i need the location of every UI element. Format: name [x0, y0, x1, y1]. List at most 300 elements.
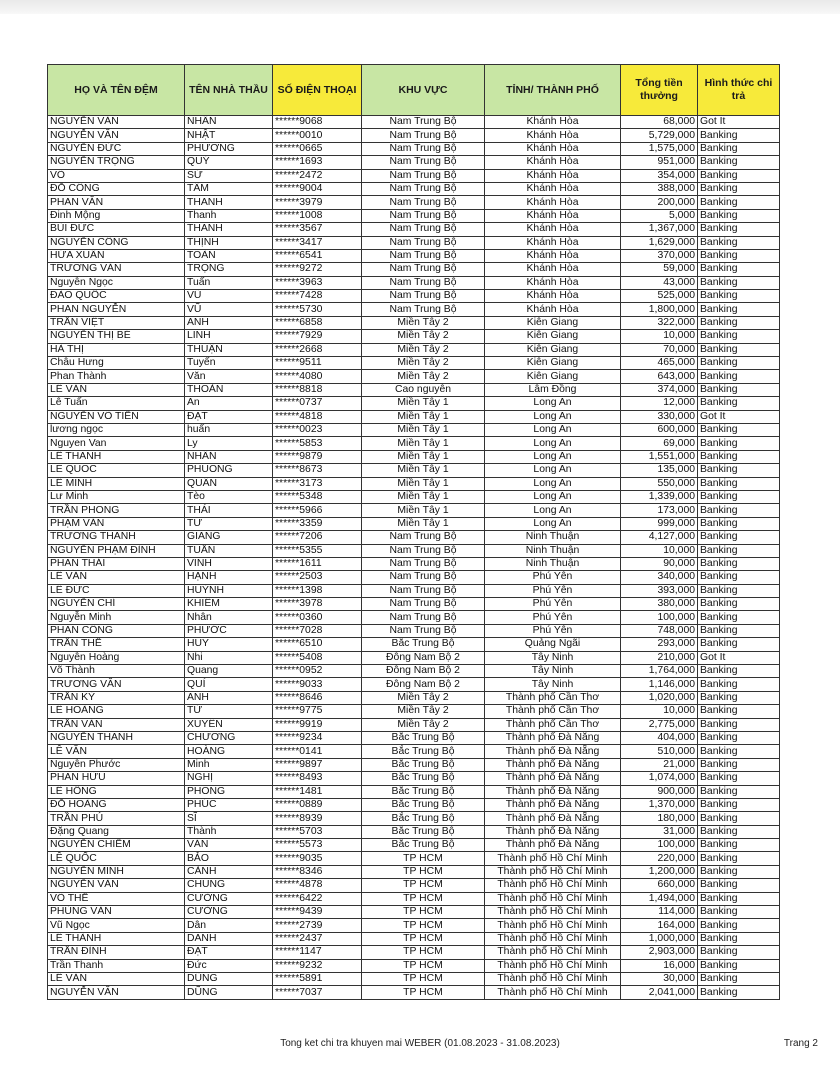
cell-region: TP HCM	[362, 892, 485, 905]
cell-payment-method: Banking	[698, 557, 780, 570]
cell-phone: ******5355	[273, 544, 362, 557]
cell-reward: 220,000	[621, 852, 698, 865]
cell-reward: 404,000	[621, 731, 698, 744]
table-row	[48, 236, 780, 249]
cell-contractor-name: DŨNG	[185, 973, 273, 986]
cell-phone: ******9439	[273, 906, 362, 919]
cell-phone: ******7028	[273, 624, 362, 637]
cell-phone: ******3979	[273, 196, 362, 209]
cell-contractor-name: TƯ	[185, 517, 273, 530]
cell-last-middle-name: TRẦN PHONG	[48, 504, 185, 517]
cell-region: Miền Tây 1	[362, 504, 485, 517]
cell-province: Thành phố Hồ Chí Minh	[485, 986, 621, 999]
cell-contractor-name: CƯỜNG	[185, 892, 273, 905]
cell-province: Phú Yên	[485, 571, 621, 584]
cell-last-middle-name: lương ngọc	[48, 423, 185, 436]
cell-payment-method: Banking	[698, 249, 780, 262]
cell-contractor-name: PHƯỚC	[185, 624, 273, 637]
cell-province: Kiên Giang	[485, 330, 621, 343]
cell-reward: 1,000,000	[621, 932, 698, 945]
cell-contractor-name: ANH	[185, 691, 273, 704]
cell-reward: 380,000	[621, 598, 698, 611]
cell-payment-method: Banking	[698, 691, 780, 704]
table-row	[48, 169, 780, 182]
cell-contractor-name: HUY	[185, 638, 273, 651]
cell-province: Long An	[485, 397, 621, 410]
cell-last-middle-name: NGUYỄN ĐỨC	[48, 142, 185, 155]
cell-contractor-name: TRỌNG	[185, 263, 273, 276]
table-row	[48, 731, 780, 744]
cell-last-middle-name: Nguyễn Hoàng	[48, 651, 185, 664]
cell-reward: 200,000	[621, 196, 698, 209]
cell-reward: 100,000	[621, 611, 698, 624]
cell-region: Nam Trung Bộ	[362, 156, 485, 169]
cell-phone: ******0023	[273, 423, 362, 436]
cell-province: Long An	[485, 464, 621, 477]
cell-region: TP HCM	[362, 959, 485, 972]
table-row	[48, 638, 780, 651]
cell-reward: 1,575,000	[621, 142, 698, 155]
cell-region: Bắc Trung Bộ	[362, 812, 485, 825]
cell-payment-method: Banking	[698, 892, 780, 905]
cell-region: Nam Trung Bộ	[362, 611, 485, 624]
table-row	[48, 718, 780, 731]
cell-province: Thành phố Đà Nẵng	[485, 731, 621, 744]
cell-reward: 12,000	[621, 397, 698, 410]
cell-phone: ******8818	[273, 383, 362, 396]
cell-payment-method: Banking	[698, 490, 780, 503]
cell-last-middle-name: NGUYỄN VĂN	[48, 116, 185, 129]
cell-payment-method: Banking	[698, 276, 780, 289]
cell-reward: 510,000	[621, 745, 698, 758]
cell-payment-method: Banking	[698, 437, 780, 450]
cell-reward: 1,200,000	[621, 865, 698, 878]
table-row	[48, 946, 780, 959]
table-row	[48, 959, 780, 972]
table-row	[48, 571, 780, 584]
cell-last-middle-name: Đinh Mộng	[48, 209, 185, 222]
cell-phone: ******7929	[273, 330, 362, 343]
cell-reward: 1,629,000	[621, 236, 698, 249]
cell-phone: ******8646	[273, 691, 362, 704]
header-province-city: TỈNH/ THÀNH PHỐ	[485, 65, 621, 116]
cell-payment-method: Banking	[698, 397, 780, 410]
table-row	[48, 249, 780, 262]
cell-last-middle-name: VÕ	[48, 169, 185, 182]
cell-payment-method: Banking	[698, 263, 780, 276]
cell-last-middle-name: NGUYỄN VĂN	[48, 879, 185, 892]
cell-contractor-name: THỊNH	[185, 236, 273, 249]
cell-last-middle-name: TRẦN PHÚ	[48, 812, 185, 825]
cell-region: Nam Trung Bộ	[362, 209, 485, 222]
cell-reward: 1,494,000	[621, 892, 698, 905]
cell-phone: ******1693	[273, 156, 362, 169]
cell-phone: ******9897	[273, 758, 362, 771]
cell-region: Đông Nam Bộ 2	[362, 665, 485, 678]
cell-province: Thành phố Hồ Chí Minh	[485, 973, 621, 986]
cell-region: Miền Tây 1	[362, 437, 485, 450]
cell-contractor-name: QUÂN	[185, 477, 273, 490]
cell-province: Thành phố Hồ Chí Minh	[485, 865, 621, 878]
cell-province: Thành phố Hồ Chí Minh	[485, 879, 621, 892]
cell-phone: ******7206	[273, 531, 362, 544]
cell-reward: 330,000	[621, 410, 698, 423]
cell-reward: 59,000	[621, 263, 698, 276]
document-page	[0, 14, 840, 1080]
cell-province: Thành phố Đà Nẵng	[485, 812, 621, 825]
cell-payment-method: Banking	[698, 477, 780, 490]
cell-contractor-name: CƯỜNG	[185, 906, 273, 919]
cell-phone: ******7428	[273, 290, 362, 303]
cell-phone: ******9919	[273, 718, 362, 731]
table-body	[48, 116, 780, 1000]
cell-reward: 4,127,000	[621, 531, 698, 544]
table-row	[48, 517, 780, 530]
cell-province: Thành phố Cần Thơ	[485, 691, 621, 704]
cell-last-middle-name: LÊ MINH	[48, 477, 185, 490]
cell-payment-method: Banking	[698, 517, 780, 530]
table-row	[48, 879, 780, 892]
cell-province: Long An	[485, 517, 621, 530]
table-row	[48, 678, 780, 691]
cell-province: Phú Yên	[485, 598, 621, 611]
cell-reward: 322,000	[621, 316, 698, 329]
cell-reward: 70,000	[621, 343, 698, 356]
cell-last-middle-name: NGUYỄN PHẠM ĐÌNH	[48, 544, 185, 557]
table-row	[48, 343, 780, 356]
cell-contractor-name: HUỲNH	[185, 584, 273, 597]
cell-last-middle-name: ĐÀO QUỐC	[48, 290, 185, 303]
viewer-top-bar	[0, 0, 840, 14]
cell-region: Miền Tây 1	[362, 450, 485, 463]
table-row	[48, 798, 780, 811]
cell-phone: ******9033	[273, 678, 362, 691]
cell-phone: ******4818	[273, 410, 362, 423]
cell-province: Khánh Hòa	[485, 209, 621, 222]
cell-phone: ******3417	[273, 236, 362, 249]
cell-region: Nam Trung Bộ	[362, 290, 485, 303]
cell-contractor-name: THOẢN	[185, 383, 273, 396]
cell-region: Đông Nam Bộ 2	[362, 678, 485, 691]
cell-region: TP HCM	[362, 932, 485, 945]
table-row	[48, 410, 780, 423]
cell-reward: 600,000	[621, 423, 698, 436]
cell-reward: 393,000	[621, 584, 698, 597]
cell-province: Khánh Hòa	[485, 182, 621, 195]
cell-reward: 16,000	[621, 959, 698, 972]
cell-payment-method: Banking	[698, 343, 780, 356]
table-row	[48, 316, 780, 329]
cell-payment-method: Banking	[698, 383, 780, 396]
cell-contractor-name: XUYÊN	[185, 718, 273, 731]
cell-province: Khánh Hòa	[485, 249, 621, 262]
cell-last-middle-name: LÊ QUỐC	[48, 852, 185, 865]
cell-last-middle-name: Trần Thanh	[48, 959, 185, 972]
table-row	[48, 852, 780, 865]
cell-payment-method: Banking	[698, 624, 780, 637]
cell-phone: ******9879	[273, 450, 362, 463]
cell-contractor-name: THANH	[185, 196, 273, 209]
table-row	[48, 919, 780, 932]
table-row	[48, 196, 780, 209]
cell-last-middle-name: NGUYỄN TRỌNG	[48, 156, 185, 169]
cell-contractor-name: THUẬN	[185, 343, 273, 356]
cell-province: Kiên Giang	[485, 370, 621, 383]
cell-region: Bắc Trung Bộ	[362, 758, 485, 771]
header-region: KHU VỰC	[362, 65, 485, 116]
cell-last-middle-name: TRẦN ĐÌNH	[48, 946, 185, 959]
cell-last-middle-name: ĐỖ HOÀNG	[48, 798, 185, 811]
cell-province: Khánh Hòa	[485, 156, 621, 169]
cell-contractor-name: BẢO	[185, 852, 273, 865]
cell-contractor-name: CHUNG	[185, 879, 273, 892]
cell-phone: ******8346	[273, 865, 362, 878]
cell-phone: ******0665	[273, 142, 362, 155]
cell-last-middle-name: Võ Thành	[48, 665, 185, 678]
cell-payment-method: Banking	[698, 731, 780, 744]
cell-region: Bắc Trung Bộ	[362, 839, 485, 852]
cell-reward: 1,146,000	[621, 678, 698, 691]
table-row	[48, 276, 780, 289]
cell-province: Long An	[485, 410, 621, 423]
cell-region: Nam Trung Bộ	[362, 557, 485, 570]
cell-contractor-name: Thành	[185, 825, 273, 838]
table-row	[48, 705, 780, 718]
cell-province: Ninh Thuận	[485, 531, 621, 544]
table-row	[48, 839, 780, 852]
cell-province: Khánh Hòa	[485, 196, 621, 209]
cell-province: Quảng Ngãi	[485, 638, 621, 651]
cell-payment-method: Banking	[698, 531, 780, 544]
cell-phone: ******8493	[273, 772, 362, 785]
cell-payment-method: Banking	[698, 932, 780, 945]
table-row	[48, 129, 780, 142]
cell-province: Ninh Thuận	[485, 544, 621, 557]
cell-region: TP HCM	[362, 879, 485, 892]
cell-payment-method: Banking	[698, 142, 780, 155]
cell-last-middle-name: PHAN VĂN	[48, 196, 185, 209]
cell-payment-method: Banking	[698, 129, 780, 142]
cell-contractor-name: CHƯƠNG	[185, 731, 273, 744]
cell-region: Miền Tây 2	[362, 691, 485, 704]
cell-reward: 1,800,000	[621, 303, 698, 316]
cell-region: Bắc Trung Bộ	[362, 798, 485, 811]
cell-payment-method: Banking	[698, 611, 780, 624]
cell-region: Nam Trung Bộ	[362, 223, 485, 236]
cell-region: Nam Trung Bộ	[362, 544, 485, 557]
cell-phone: ******5573	[273, 839, 362, 852]
cell-reward: 748,000	[621, 624, 698, 637]
cell-contractor-name: VŨ	[185, 303, 273, 316]
cell-reward: 31,000	[621, 825, 698, 838]
cell-phone: ******9232	[273, 959, 362, 972]
cell-province: Thành phố Hồ Chí Minh	[485, 906, 621, 919]
cell-payment-method: Banking	[698, 638, 780, 651]
cell-phone: ******7037	[273, 986, 362, 999]
cell-payment-method: Got It	[698, 410, 780, 423]
cell-region: Miền Tây 2	[362, 316, 485, 329]
cell-reward: 1,074,000	[621, 772, 698, 785]
cell-phone: ******0360	[273, 611, 362, 624]
cell-phone: ******3359	[273, 517, 362, 530]
table-row	[48, 383, 780, 396]
cell-reward: 660,000	[621, 879, 698, 892]
cell-region: Nam Trung Bộ	[362, 303, 485, 316]
cell-phone: ******1398	[273, 584, 362, 597]
cell-contractor-name: GIANG	[185, 531, 273, 544]
header-total-reward: Tổng tiền thưởng	[621, 65, 698, 116]
cell-reward: 2,041,000	[621, 986, 698, 999]
cell-region: Nam Trung Bộ	[362, 571, 485, 584]
cell-contractor-name: ĐẠT	[185, 946, 273, 959]
cell-last-middle-name: HÀ THỊ	[48, 343, 185, 356]
cell-region: Nam Trung Bộ	[362, 142, 485, 155]
cell-last-middle-name: TRƯƠNG VĂN	[48, 263, 185, 276]
cell-province: Khánh Hòa	[485, 303, 621, 316]
cell-reward: 1,764,000	[621, 665, 698, 678]
cell-region: Nam Trung Bộ	[362, 196, 485, 209]
cell-contractor-name: Văn	[185, 370, 273, 383]
cell-region: TP HCM	[362, 919, 485, 932]
cell-last-middle-name: LÊ HOÀNG	[48, 705, 185, 718]
cell-reward: 90,000	[621, 557, 698, 570]
cell-region: Nam Trung Bộ	[362, 531, 485, 544]
cell-contractor-name: Nhân	[185, 611, 273, 624]
cell-payment-method: Banking	[698, 745, 780, 758]
cell-province: Long An	[485, 477, 621, 490]
cell-contractor-name: ANH	[185, 316, 273, 329]
cell-reward: 114,000	[621, 906, 698, 919]
cell-contractor-name: Ly	[185, 437, 273, 450]
cell-reward: 5,000	[621, 209, 698, 222]
cell-region: TP HCM	[362, 973, 485, 986]
cell-contractor-name: Tuyến	[185, 357, 273, 370]
cell-contractor-name: NGHỊ	[185, 772, 273, 785]
cell-reward: 2,775,000	[621, 718, 698, 731]
cell-province: Thành phố Hồ Chí Minh	[485, 892, 621, 905]
footer-title: Tong ket chi tra khuyen mai WEBER (01.08.2023 - 31.08.2023)	[280, 1038, 560, 1049]
cell-reward: 340,000	[621, 571, 698, 584]
table-row	[48, 598, 780, 611]
cell-province: Khánh Hòa	[485, 276, 621, 289]
cell-last-middle-name: NGUYỄN VÕ TIẾN	[48, 410, 185, 423]
cell-payment-method: Banking	[698, 330, 780, 343]
cell-phone: ******1008	[273, 209, 362, 222]
cell-reward: 550,000	[621, 477, 698, 490]
cell-payment-method: Banking	[698, 959, 780, 972]
cell-last-middle-name: TRƯƠNG THANH	[48, 531, 185, 544]
cell-payment-method: Banking	[698, 772, 780, 785]
table-row	[48, 892, 780, 905]
header-payment-method: Hình thức chi trả	[698, 65, 780, 116]
cell-region: Miền Tây 2	[362, 343, 485, 356]
cell-last-middle-name: LÊ HỒNG	[48, 785, 185, 798]
cell-contractor-name: Đức	[185, 959, 273, 972]
cell-province: Thành phố Hồ Chí Minh	[485, 946, 621, 959]
cell-phone: ******5730	[273, 303, 362, 316]
cell-province: Khánh Hòa	[485, 142, 621, 155]
cell-region: Nam Trung Bộ	[362, 182, 485, 195]
cell-last-middle-name: NGUYỄN CÔNG	[48, 236, 185, 249]
cell-region: Miền Tây 1	[362, 517, 485, 530]
cell-contractor-name: TUẤN	[185, 544, 273, 557]
cell-payment-method: Banking	[698, 852, 780, 865]
cell-region: Bắc Trung Bộ	[362, 785, 485, 798]
table-row	[48, 825, 780, 838]
cell-payment-method: Banking	[698, 544, 780, 557]
cell-province: Thành phố Hồ Chí Minh	[485, 919, 621, 932]
cell-payment-method: Banking	[698, 758, 780, 771]
cell-province: Long An	[485, 423, 621, 436]
cell-contractor-name: Tèo	[185, 490, 273, 503]
cell-province: Long An	[485, 450, 621, 463]
cell-province: Thành phố Đà Nẵng	[485, 772, 621, 785]
cell-last-middle-name: LÊ VĂN	[48, 745, 185, 758]
cell-contractor-name: Minh	[185, 758, 273, 771]
cell-reward: 465,000	[621, 357, 698, 370]
cell-last-middle-name: NGUYỄN VĂN	[48, 986, 185, 999]
cell-region: Miền Tây 1	[362, 477, 485, 490]
table-row	[48, 263, 780, 276]
cell-province: Lâm Đồng	[485, 383, 621, 396]
cell-last-middle-name: PHAN CÔNG	[48, 624, 185, 637]
table-row	[48, 584, 780, 597]
cell-region: Cao nguyên	[362, 383, 485, 396]
cell-phone: ******6541	[273, 249, 362, 262]
table-row	[48, 357, 780, 370]
cell-phone: ******0010	[273, 129, 362, 142]
cell-region: Nam Trung Bộ	[362, 169, 485, 182]
cell-last-middle-name: TRƯƠNG VĂN	[48, 678, 185, 691]
cell-payment-method: Banking	[698, 450, 780, 463]
cell-contractor-name: PHUONG	[185, 464, 273, 477]
cell-province: Long An	[485, 490, 621, 503]
cell-reward: 69,000	[621, 437, 698, 450]
cell-last-middle-name: LE QUOC	[48, 464, 185, 477]
cell-payment-method: Banking	[698, 182, 780, 195]
cell-reward: 388,000	[621, 182, 698, 195]
cell-region: TP HCM	[362, 986, 485, 999]
cell-reward: 173,000	[621, 504, 698, 517]
cell-contractor-name: DANH	[185, 932, 273, 945]
cell-region: Bắc Trung Bộ	[362, 638, 485, 651]
table-row	[48, 290, 780, 303]
cell-payment-method: Banking	[698, 812, 780, 825]
cell-last-middle-name: Vũ Ngọc	[48, 919, 185, 932]
cell-reward: 370,000	[621, 249, 698, 262]
cell-reward: 1,367,000	[621, 223, 698, 236]
cell-contractor-name: SỨ	[185, 169, 273, 182]
cell-region: Miền Tây 2	[362, 357, 485, 370]
cell-contractor-name: SĨ	[185, 812, 273, 825]
cell-last-middle-name: Lư Minh	[48, 490, 185, 503]
cell-last-middle-name: Nguyen Van	[48, 437, 185, 450]
table-row	[48, 397, 780, 410]
table-row	[48, 464, 780, 477]
table-row	[48, 437, 780, 450]
cell-payment-method: Banking	[698, 236, 780, 249]
cell-phone: ******8673	[273, 464, 362, 477]
cell-payment-method: Banking	[698, 718, 780, 731]
cell-province: Khánh Hòa	[485, 116, 621, 129]
cell-phone: ******2668	[273, 343, 362, 356]
cell-reward: 374,000	[621, 383, 698, 396]
cell-contractor-name: TỪ	[185, 705, 273, 718]
cell-contractor-name: TOÀN	[185, 249, 273, 262]
cell-phone: ******2437	[273, 932, 362, 945]
cell-region: Miền Tây 2	[362, 330, 485, 343]
cell-province: Khánh Hòa	[485, 263, 621, 276]
